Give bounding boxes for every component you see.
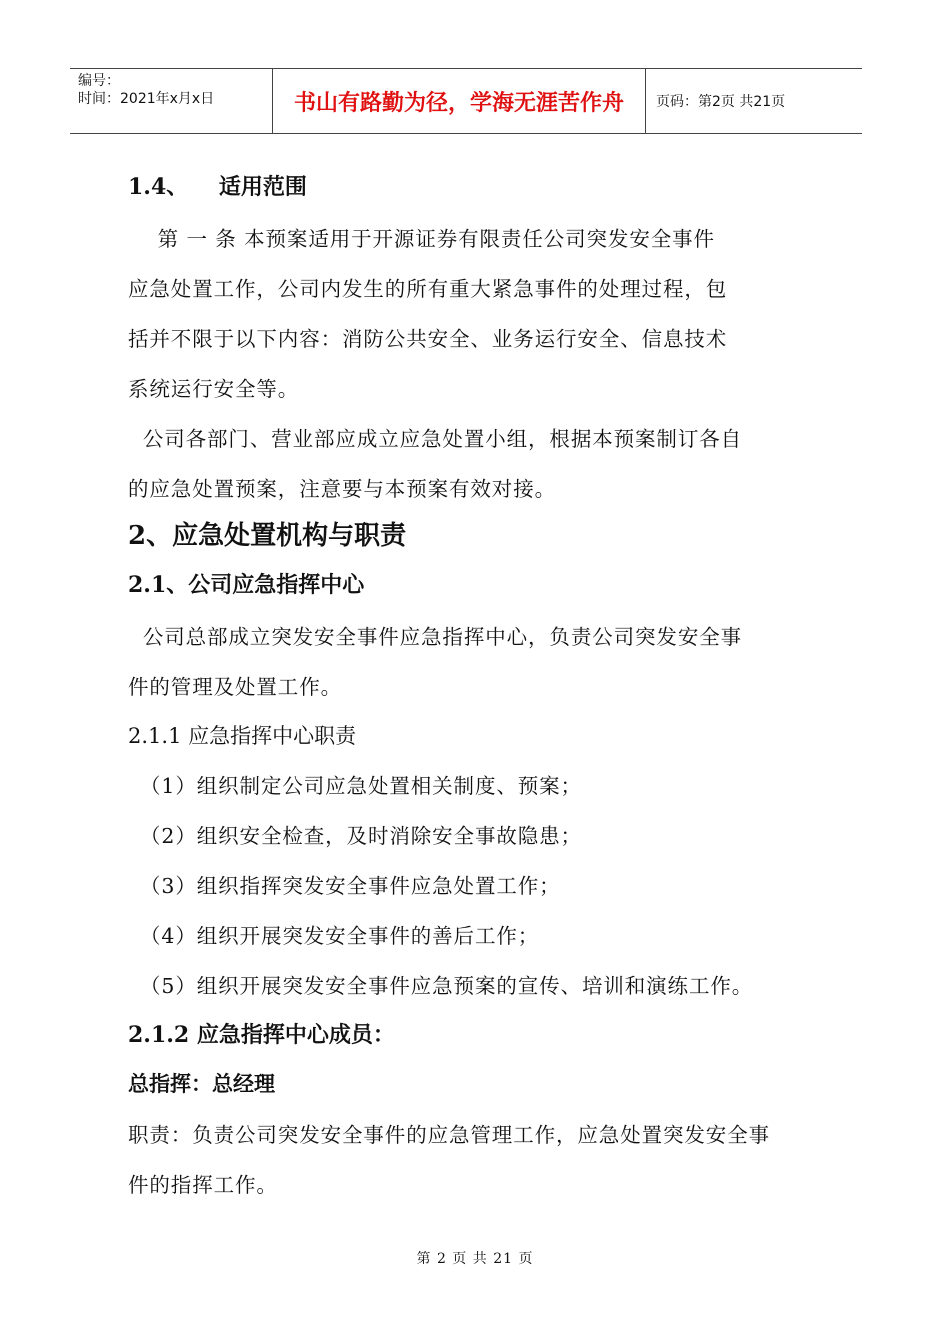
section-heading-2-1-2: 2.1.2 应急指挥中心成员：	[128, 1022, 395, 1048]
document-number-label: 编号：	[78, 73, 120, 89]
responsibility-line-2: 件的指挥工作。	[128, 1173, 278, 1197]
document-date-label: 时间：2021年x月x日	[78, 91, 215, 107]
section-heading-2-1: 2.1、公司应急指挥中心	[128, 572, 365, 598]
duty-item-2: （2）组织安全检查，及时消除安全事故隐患；	[140, 824, 582, 848]
paragraph-3-line-1: 公司总部成立突发安全事件应急指挥中心，负责公司突发安全事	[128, 625, 743, 649]
article-1-line-4: 系统运行安全等。	[128, 377, 300, 401]
article-1-line-1: 第 一 条 本预案适用于开源证券有限责任公司突发安全事件	[128, 227, 715, 251]
duty-item-1: （1）组织制定公司应急处置相关制度、预案；	[140, 774, 582, 798]
section-heading-2: 2、应急处置机构与职责	[128, 521, 407, 551]
duty-item-5: （5）组织开展突发安全事件应急预案的宣传、培训和演练工作。	[140, 974, 754, 998]
article-1-line-2: 应急处置工作，公司内发生的所有重大紧急事件的处理过程，包	[128, 277, 728, 301]
header-page-info: 页码：第2页 共21页	[656, 94, 786, 110]
duty-item-3: （3）组织指挥突发安全事件应急处置工作；	[140, 874, 561, 898]
header-motto: 书山有路勤为径，学海无涯苦作舟	[273, 69, 646, 133]
paragraph-2-line-1: 公司各部门、营业部应成立应急处置小组，根据本预案制订各自	[128, 427, 743, 451]
duty-item-4: （4）组织开展突发安全事件的善后工作；	[140, 924, 540, 948]
page-header	[70, 68, 862, 134]
section-heading-1-4: 1.4、 适用范围	[128, 174, 307, 200]
paragraph-3-line-2: 件的管理及处置工作。	[128, 675, 342, 699]
section-heading-2-1-1: 2.1.1 应急指挥中心职责	[128, 724, 357, 748]
commander-line: 总指挥：总经理	[128, 1071, 275, 1096]
article-1-line-3: 括并不限于以下内容：消防公共安全、业务运行安全、信息技术	[128, 327, 728, 351]
page-footer: 第 2 页 共 21 页	[416, 1251, 534, 1267]
paragraph-2-line-2: 的应急处置预案，注意要与本预案有效对接。	[128, 477, 556, 501]
responsibility-line-1: 职责：负责公司突发安全事件的应急管理工作，应急处置突发安全事	[128, 1123, 770, 1147]
header-meta	[70, 69, 273, 133]
